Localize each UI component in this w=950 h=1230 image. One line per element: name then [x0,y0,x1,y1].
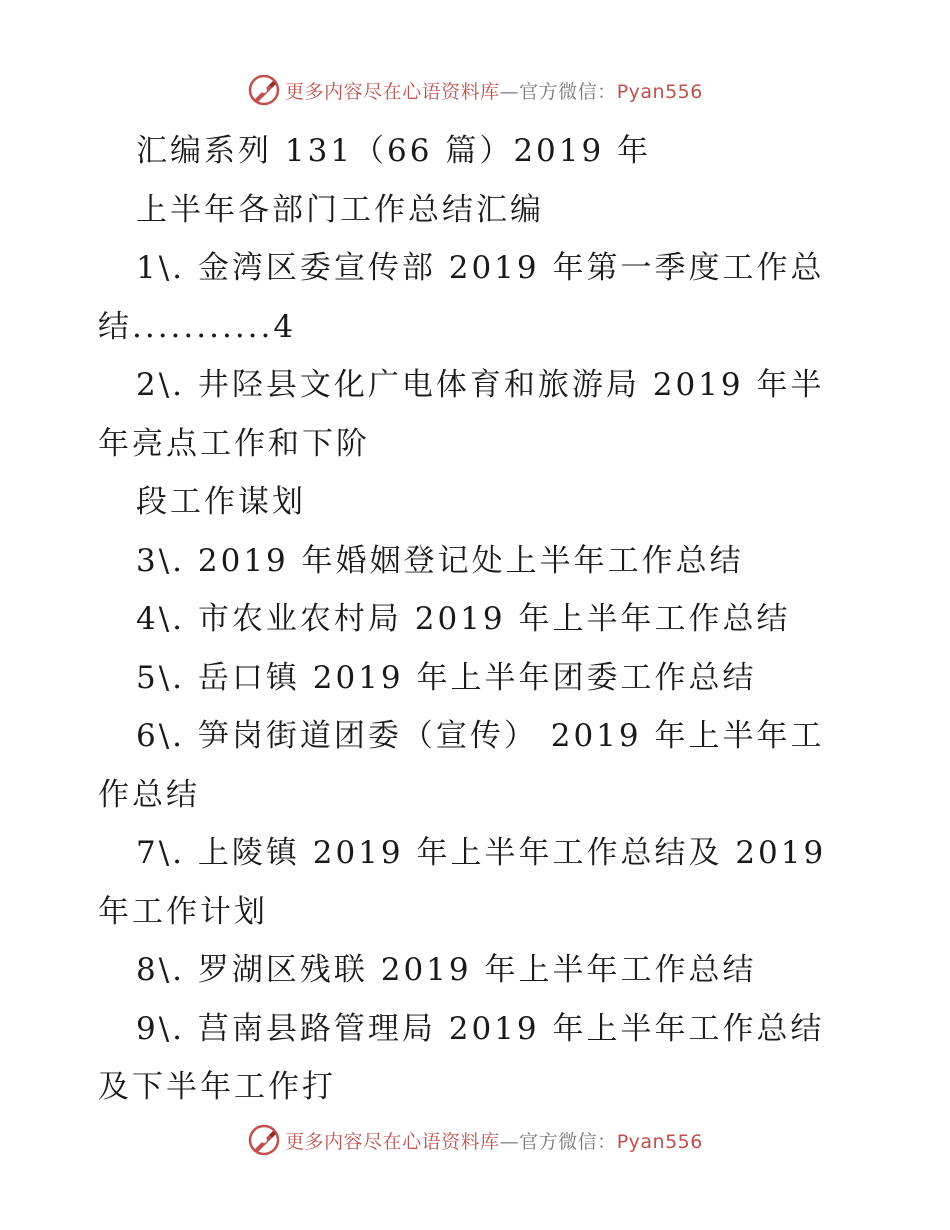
toc-entry-cont: 作总结 [98,776,200,813]
banner-wechat-id: Pyan556 [616,80,703,103]
header-banner-inner [247,73,703,107]
banner-promo: 更多内容尽在心语资料库 [285,1130,500,1153]
banner-promo: 更多内容尽在心语资料库 [285,80,500,103]
document-body [98,122,868,1117]
toc-entry: 8\. 罗湖区残联 2019 年上半年工作总结 [136,952,757,988]
toc-entry-cont: 段工作谋划 [136,484,306,520]
banner-dash: — [499,1130,520,1153]
banner-wechat-id: Pyan556 [616,1130,703,1153]
footer-banner [0,1120,950,1160]
toc-entry: 5\. 岳口镇 2019 年上半年团委工作总结 [136,659,757,696]
toc-entry: 4\. 市农业农村局 2019 年上半年工作总结 [136,601,791,637]
footer-banner-inner [247,1123,703,1157]
toc-entry: 3\. 2019 年婚姻登记处上半年工作总结 [136,542,744,579]
pen-logo-icon [247,1123,281,1157]
banner-wechat-label: 官方微信： [519,80,617,103]
toc-entry-cont: 及下半年工作打 [98,1069,336,1105]
header-banner [0,70,950,110]
doc-line: 汇编系列 131（66 篇）2019 年 [136,133,652,169]
toc-entry: 2\. 井陉县文化广电体育和旅游局 2019 年半 [136,367,825,403]
toc-entry-cont: 年亮点工作和下阶 [98,425,370,462]
banner-dash: — [499,80,520,103]
toc-entry-cont: 结...........4 [98,308,297,345]
toc-entry: 7\. 上陵镇 2019 年上半年工作总结及 2019 [136,835,827,871]
toc-entry-cont: 年工作计划 [98,893,268,930]
toc-entry: 9\. 莒南县路管理局 2019 年上半年工作总结 [136,1010,825,1047]
doc-line: 上半年各部门工作总结汇编 [136,191,544,228]
pen-logo-icon [247,73,281,107]
toc-entry: 6\. 笋岗街道团委（宣传） 2019 年上半年工 [136,718,825,754]
toc-entry: 1\. 金湾区委宣传部 2019 年第一季度工作总 [136,250,825,286]
banner-text [285,1127,703,1154]
banner-text [285,77,703,104]
banner-wechat-label: 官方微信： [519,1130,617,1153]
